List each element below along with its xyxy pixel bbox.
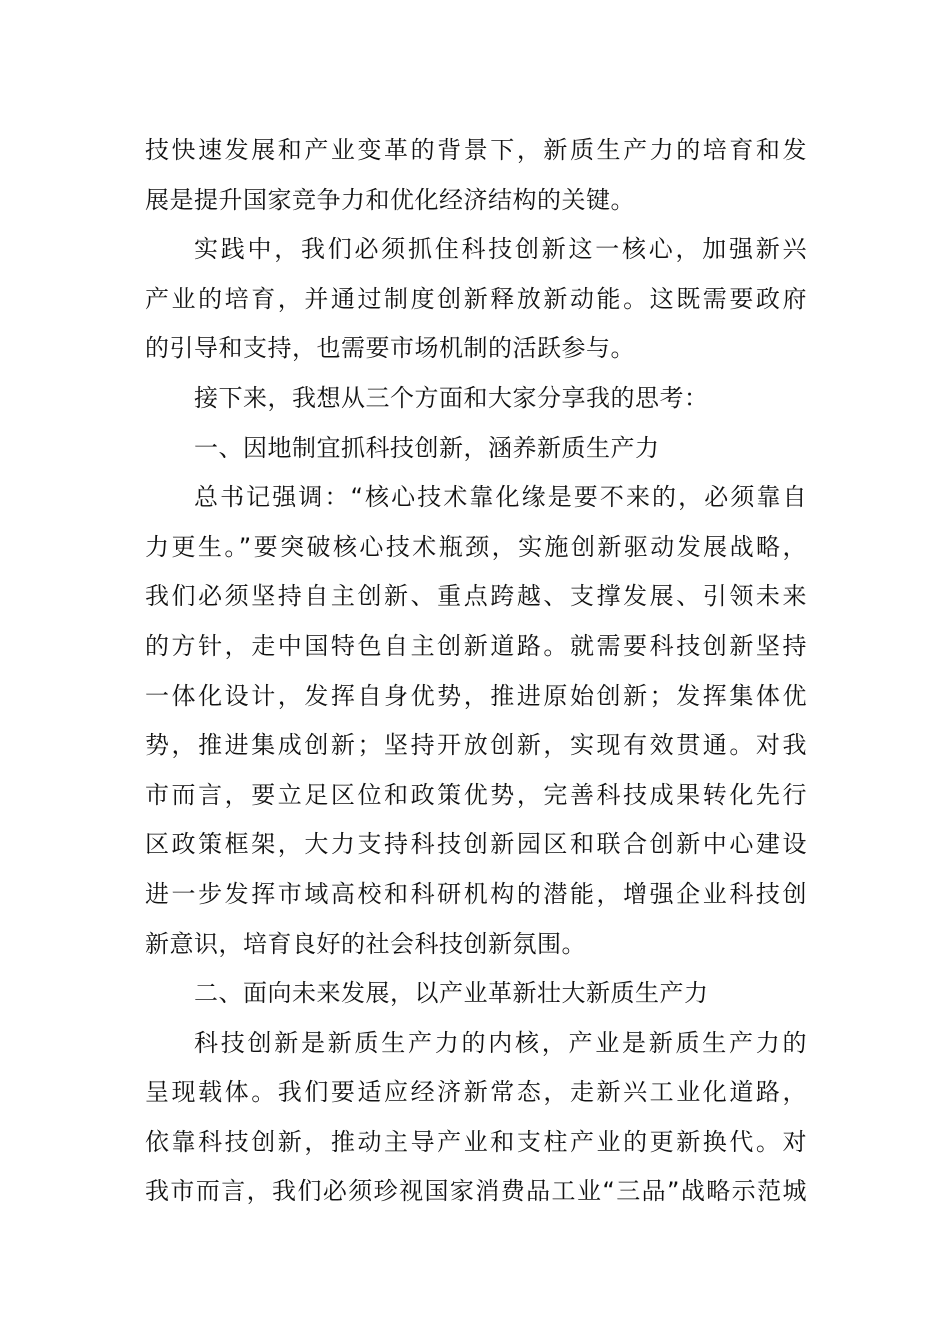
paragraph-first-line: 科技创新是新质生产力的内核，产业是新质生产力的 [194, 1028, 807, 1057]
text-line: 势，推进集成创新；坚持开放创新，实现有效贯通。对我 [145, 731, 807, 760]
text-line: 进一步发挥市域高校和科研机构的潜能，增强企业科技创 [145, 879, 807, 908]
text-line: 市而言，要立足区位和政策优势，完善科技成果转化先行 [145, 780, 807, 809]
section-heading: 二、面向未来发展，以产业革新壮大新质生产力 [194, 979, 709, 1008]
text-line: 新意识，培育良好的社会科技创新氛围。 [145, 929, 586, 958]
paragraph-first-line: 总书记强调：“核心技术靠化缘是要不来的，必须靠自 [194, 483, 807, 512]
text-line: 展是提升国家竞争力和优化经济结构的关键。 [145, 185, 635, 214]
text-line: 技快速发展和产业变革的背景下，新质生产力的培育和发 [145, 136, 807, 164]
paragraph-first-line: 实践中，我们必须抓住科技创新这一核心，加强新兴 [194, 235, 807, 264]
document-body [145, 126, 807, 1217]
text-line: 我市而言，我们必须珍视国家消费品工业“三品”战略示范城 [145, 1177, 807, 1206]
text-line: 力更生。”要突破核心技术瓶颈，实施创新驱动发展战略， [145, 532, 807, 561]
text-line: 呈现载体。我们要适应经济新常态，走新兴工业化道路， [145, 1078, 807, 1107]
text-line: 我们必须坚持自主创新、重点跨越、支撑发展、引领未来 [145, 582, 807, 611]
text-line: 一体化设计，发挥自身优势，推进原始创新；发挥集体优 [145, 681, 807, 710]
text-line: 区政策框架，大力支持科技创新园区和联合创新中心建设 [145, 830, 807, 859]
text-line: 的方针，走中国特色自主创新道路。就需要科技创新坚持 [145, 631, 807, 660]
text-line: 产业的培育，并通过制度创新释放新动能。这既需要政府 [145, 284, 807, 313]
paragraph-first-line: 接下来，我想从三个方面和大家分享我的思考： [194, 383, 709, 412]
text-line: 的引导和支持，也需要市场机制的活跃参与。 [145, 334, 635, 363]
text-line: 依靠科技创新，推动主导产业和支柱产业的更新换代。对 [145, 1127, 807, 1156]
section-heading: 一、因地制宜抓科技创新，涵养新质生产力 [194, 433, 660, 462]
